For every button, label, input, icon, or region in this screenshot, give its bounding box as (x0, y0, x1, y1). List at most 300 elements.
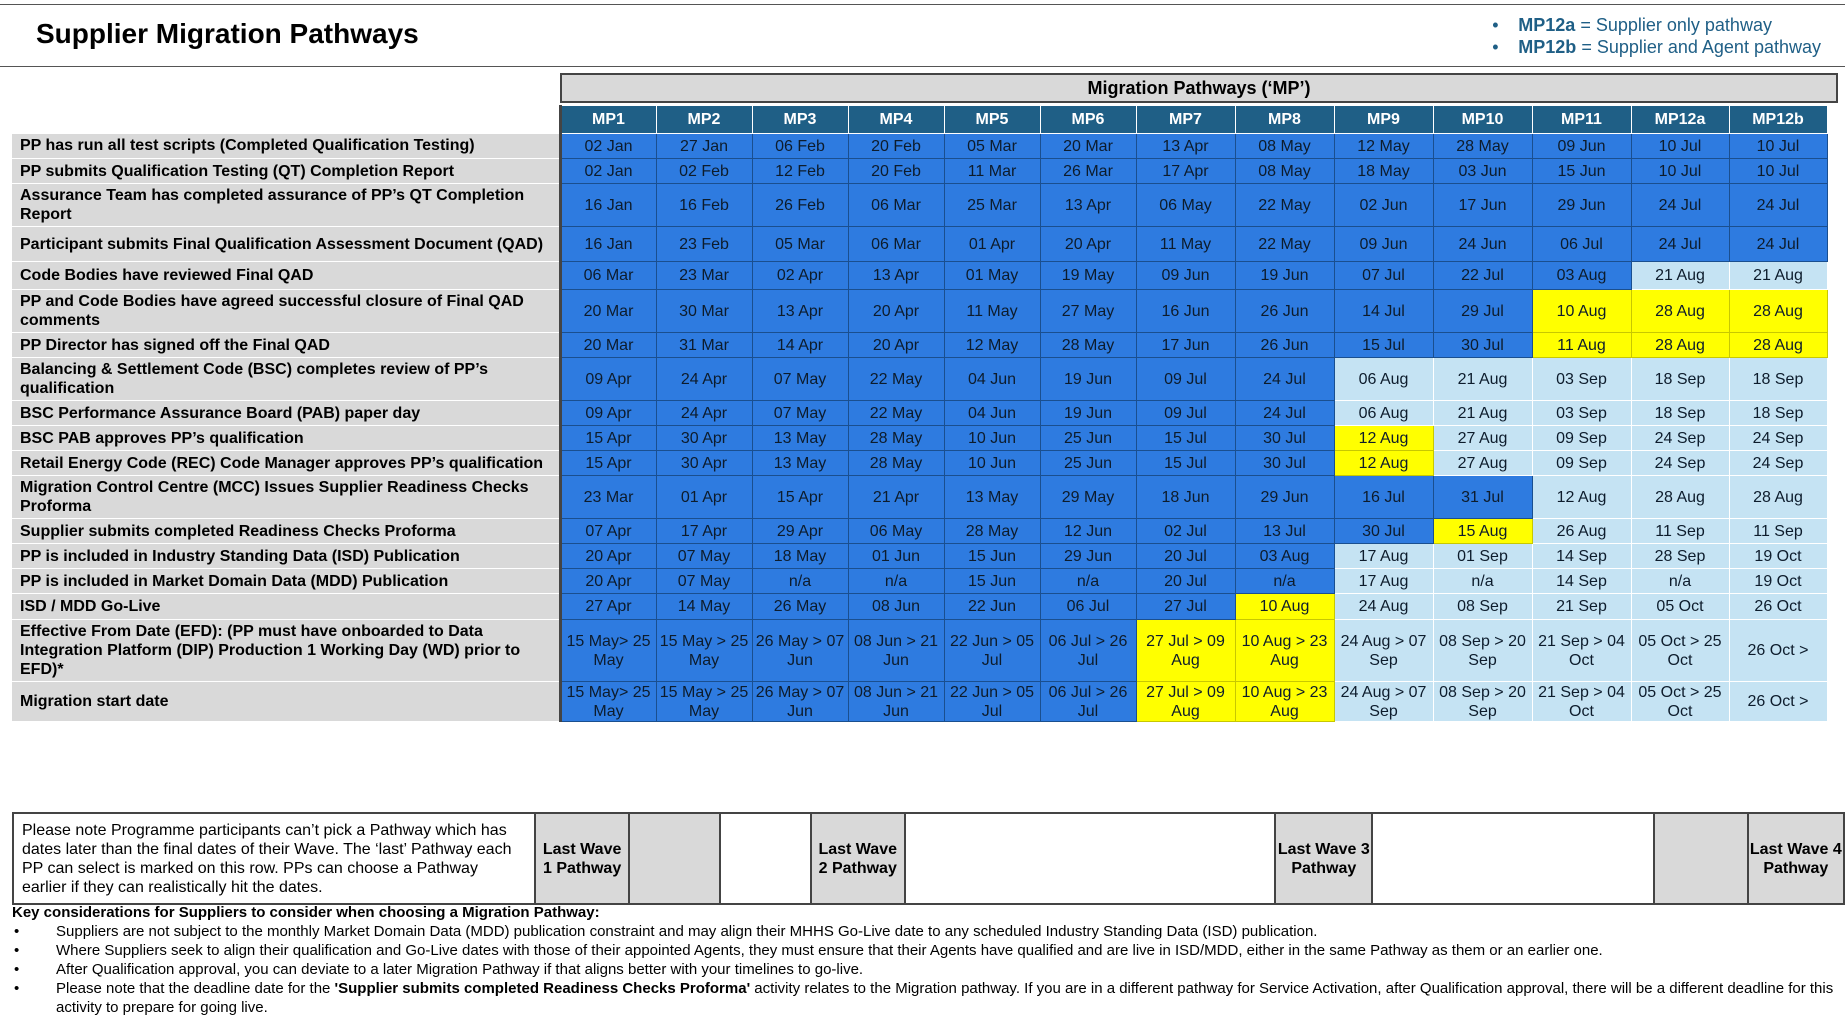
date-cell: 28 Aug (1631, 333, 1729, 358)
date-cell: 20 Apr (848, 290, 944, 333)
table-row (12, 682, 1827, 722)
date-cell: 07 May (656, 569, 752, 594)
date-cell: 21 Sep > 04 Oct (1532, 682, 1631, 722)
date-cell: 06 Feb (752, 134, 848, 159)
date-cell: 01 May (944, 262, 1040, 290)
date-cell: 18 May (1334, 159, 1433, 184)
row-label: PP is included in Industry Standing Data (ISD) Publication (12, 544, 560, 569)
row-label: PP Director has signed off the Final QAD (12, 333, 560, 358)
date-cell: 10 Jun (944, 451, 1040, 476)
date-cell: n/a (752, 569, 848, 594)
date-cell: 14 May (656, 594, 752, 620)
date-cell: 26 Jun (1235, 333, 1334, 358)
date-cell: 01 Apr (656, 476, 752, 519)
date-cell: 24 Sep (1631, 426, 1729, 451)
date-cell: 16 Feb (656, 184, 752, 227)
date-cell: 19 Jun (1235, 262, 1334, 290)
date-cell: 20 Mar (560, 333, 656, 358)
table-row (12, 426, 1827, 451)
date-cell: 03 Sep (1532, 401, 1631, 426)
date-cell: 30 Jul (1235, 426, 1334, 451)
wave-cell-empty (1654, 813, 1747, 904)
date-cell: 29 Jun (1532, 184, 1631, 227)
date-cell: 20 Jul (1136, 544, 1235, 569)
date-cell: 10 Jul (1729, 134, 1827, 159)
column-header-mp3: MP3 (752, 106, 848, 134)
date-cell: 30 Jul (1235, 451, 1334, 476)
date-cell: 15 May > 25 May (656, 682, 752, 722)
row-label: ISD / MDD Go-Live (12, 594, 560, 620)
date-cell: 28 May (848, 451, 944, 476)
date-cell: 06 Mar (848, 227, 944, 262)
date-cell: 05 Oct > 25 Oct (1631, 620, 1729, 682)
date-cell: 26 May (752, 594, 848, 620)
column-header-mp12a: MP12a (1631, 106, 1729, 134)
row-label: Retail Energy Code (REC) Code Manager approves PP’s qualification (12, 451, 560, 476)
top-rule (0, 4, 1845, 5)
column-header-mp10: MP10 (1433, 106, 1532, 134)
date-cell: 16 Jan (560, 184, 656, 227)
date-cell: 25 Jun (1040, 451, 1136, 476)
consideration-item (12, 922, 1837, 941)
date-cell: 23 Feb (656, 227, 752, 262)
date-cell: 15 Aug (1433, 519, 1532, 544)
date-cell: 09 Apr (560, 358, 656, 401)
date-cell: 30 Apr (656, 451, 752, 476)
date-cell: 22 Jun (944, 594, 1040, 620)
date-cell: 24 Aug > 07 Sep (1334, 620, 1433, 682)
date-cell: 30 Jul (1334, 519, 1433, 544)
date-cell: 14 Sep (1532, 569, 1631, 594)
consideration-item (12, 941, 1837, 960)
table-row (12, 544, 1827, 569)
row-label: Code Bodies have reviewed Final QAD (12, 262, 560, 290)
date-cell: 15 May> 25 May (560, 682, 656, 722)
date-cell: 24 Jul (1235, 358, 1334, 401)
date-cell: 29 Jul (1433, 290, 1532, 333)
date-cell: 27 Apr (560, 594, 656, 620)
date-cell: 28 May (1433, 134, 1532, 159)
date-cell: 29 Apr (752, 519, 848, 544)
date-cell: 28 Aug (1729, 333, 1827, 358)
date-cell: 06 Jul (1532, 227, 1631, 262)
table-row (12, 290, 1827, 333)
date-cell: 11 Sep (1631, 519, 1729, 544)
date-cell: 24 Aug (1334, 594, 1433, 620)
date-cell: 09 Jun (1532, 134, 1631, 159)
table-row (12, 227, 1827, 262)
date-cell: 13 May (944, 476, 1040, 519)
column-header-mp5: MP5 (944, 106, 1040, 134)
legend-code: MP12a (1518, 15, 1576, 35)
wave-note: Please note Programme participants can’t pick a Pathway which has dates later than the final dates of their Wave. The ‘last’ Pathway each PP can select is marked on this row. PPs can choose a Pathway earlier if they can realistically hit the dates. (13, 813, 535, 904)
date-cell: 08 May (1235, 134, 1334, 159)
date-cell: 10 Jul (1729, 159, 1827, 184)
date-cell: 13 Apr (752, 290, 848, 333)
row-label: Migration start date (12, 682, 560, 722)
date-cell: 20 Apr (560, 569, 656, 594)
table-row (12, 594, 1827, 620)
date-cell: 02 Feb (656, 159, 752, 184)
consideration-text: After Qualification approval, you can deviate to a later Migration Pathway if that aligns better with your timelines to go-live. (56, 961, 864, 978)
date-cell: 24 Jul (1631, 184, 1729, 227)
date-cell: 11 Sep (1729, 519, 1827, 544)
date-cell: 08 Sep (1433, 594, 1532, 620)
date-cell: 22 Jun > 05 Jul (944, 620, 1040, 682)
date-cell: 13 May (752, 426, 848, 451)
date-cell: 24 Jul (1235, 401, 1334, 426)
bullet-icon: • (14, 923, 20, 940)
date-cell: 11 May (944, 290, 1040, 333)
date-cell: 09 Apr (560, 401, 656, 426)
date-cell: 20 Mar (560, 290, 656, 333)
date-cell: 03 Aug (1235, 544, 1334, 569)
date-cell: 19 Jun (1040, 358, 1136, 401)
date-cell: 09 Jul (1136, 358, 1235, 401)
date-cell: 24 Sep (1729, 426, 1827, 451)
date-cell: 06 Jul (1040, 594, 1136, 620)
date-cell: 20 Feb (848, 159, 944, 184)
date-cell: 10 Aug (1235, 594, 1334, 620)
date-cell: 06 Mar (848, 184, 944, 227)
date-cell: 13 Jul (1235, 519, 1334, 544)
date-cell: 24 Aug > 07 Sep (1334, 682, 1433, 722)
date-cell: 18 Jun (1136, 476, 1235, 519)
date-cell: 15 Jul (1136, 451, 1235, 476)
date-cell: 12 May (944, 333, 1040, 358)
date-cell: 30 Apr (656, 426, 752, 451)
column-header-row (12, 106, 1827, 134)
date-cell: 12 Aug (1532, 476, 1631, 519)
date-cell: 22 May (848, 401, 944, 426)
date-cell: 17 Apr (1136, 159, 1235, 184)
consideration-text: activity relates to the Migration pathway. If you are in a different pathway for Service Activation, after Qualification approval, there will be a different deadline for this activity to prepare for going live. (56, 980, 1834, 1016)
date-cell: 25 Jun (1040, 426, 1136, 451)
date-cell: 20 Jul (1136, 569, 1235, 594)
title-rule (0, 66, 1845, 67)
table-row (12, 358, 1827, 401)
date-cell: 21 Sep > 04 Oct (1532, 620, 1631, 682)
date-cell: 10 Aug (1532, 290, 1631, 333)
date-cell: 13 Apr (1136, 134, 1235, 159)
date-cell: 14 Sep (1532, 544, 1631, 569)
legend-text: = Supplier and Agent pathway (1576, 37, 1821, 57)
date-cell: 20 Apr (560, 544, 656, 569)
date-cell: 17 Jun (1136, 333, 1235, 358)
date-cell: 12 Aug (1334, 451, 1433, 476)
date-cell: 02 Jun (1334, 184, 1433, 227)
column-header-mp2: MP2 (656, 106, 752, 134)
date-cell: 09 Sep (1532, 426, 1631, 451)
key-considerations (12, 903, 1837, 1017)
row-label: PP is included in Market Domain Data (MDD) Publication (12, 569, 560, 594)
page-title: Supplier Migration Pathways (36, 18, 419, 49)
table-row (12, 401, 1827, 426)
date-cell: 15 Jun (1532, 159, 1631, 184)
date-cell: 03 Aug (1532, 262, 1631, 290)
date-cell: 26 May > 07 Jun (752, 620, 848, 682)
table-row (12, 262, 1827, 290)
date-cell: 10 Jun (944, 426, 1040, 451)
date-cell: 06 Mar (560, 262, 656, 290)
last-wave-2-pathway: Last Wave 2 Pathway (811, 813, 905, 904)
date-cell: 08 Sep > 20 Sep (1433, 620, 1532, 682)
migration-pathways-header: Migration Pathways (‘MP’) (560, 73, 1838, 103)
table-row (12, 620, 1827, 682)
date-cell: 09 Sep (1532, 451, 1631, 476)
bullet-icon: • (1492, 37, 1499, 57)
date-cell: 28 Sep (1631, 544, 1729, 569)
date-cell: 24 Jul (1729, 227, 1827, 262)
date-cell: 15 May > 25 May (656, 620, 752, 682)
date-cell: 31 Mar (656, 333, 752, 358)
consideration-text: Suppliers are not subject to the monthly Market Domain Data (MDD) publication constraint and may align their MHHS Go-Live date to any scheduled Industry Standing Data (ISD) publication. (56, 923, 1318, 940)
date-cell: 09 Jun (1136, 262, 1235, 290)
pathway-legend (1492, 14, 1821, 58)
date-cell: 19 May (1040, 262, 1136, 290)
table-row (12, 333, 1827, 358)
date-cell: 20 Mar (1040, 134, 1136, 159)
date-cell: 10 Aug > 23 Aug (1235, 682, 1334, 722)
date-cell: 02 Jan (560, 134, 656, 159)
date-cell: 20 Apr (1040, 227, 1136, 262)
date-cell: 01 Jun (848, 544, 944, 569)
date-cell: 03 Jun (1433, 159, 1532, 184)
date-cell: 23 Mar (656, 262, 752, 290)
date-cell: 28 May (1040, 333, 1136, 358)
row-label: Migration Control Centre (MCC) Issues Supplier Readiness Checks Proforma (12, 476, 560, 519)
table-row (12, 451, 1827, 476)
date-cell: 06 May (848, 519, 944, 544)
date-cell: 18 Sep (1729, 401, 1827, 426)
date-cell: 24 Apr (656, 401, 752, 426)
date-cell: 11 Mar (944, 159, 1040, 184)
table-row (12, 134, 1827, 159)
row-label: Effective From Date (EFD): (PP must have onboarded to Data Integration Platform (DIP) Production 1 Working Day (WD) prior to EFD)* (12, 620, 560, 682)
row-label: PP and Code Bodies have agreed successful closure of Final QAD comments (12, 290, 560, 333)
date-cell: 15 Apr (752, 476, 848, 519)
date-cell: 11 May (1136, 227, 1235, 262)
last-wave-3-pathway: Last Wave 3 Pathway (1275, 813, 1372, 904)
date-cell: 14 Apr (752, 333, 848, 358)
date-cell: 11 Aug (1532, 333, 1631, 358)
column-header-mp4: MP4 (848, 106, 944, 134)
date-cell: 21 Aug (1729, 262, 1827, 290)
date-cell: 14 Jul (1334, 290, 1433, 333)
date-cell: 04 Jun (944, 401, 1040, 426)
row-label: PP has run all test scripts (Completed Qualification Testing) (12, 134, 560, 159)
date-cell: 22 May (1235, 227, 1334, 262)
header-spacer (12, 106, 560, 134)
date-cell: n/a (848, 569, 944, 594)
row-label: Participant submits Final Qualification Assessment Document (QAD) (12, 227, 560, 262)
date-cell: 21 Sep (1532, 594, 1631, 620)
date-cell: 08 Jun (848, 594, 944, 620)
date-cell: 02 Jan (560, 159, 656, 184)
date-cell: 26 Oct > (1729, 682, 1827, 722)
legend-text: = Supplier only pathway (1575, 15, 1772, 35)
date-cell: 18 Sep (1631, 401, 1729, 426)
row-label: Supplier submits completed Readiness Checks Proforma (12, 519, 560, 544)
date-cell: 31 Jul (1433, 476, 1532, 519)
date-cell: 24 Sep (1631, 451, 1729, 476)
date-cell: 25 Mar (944, 184, 1040, 227)
date-cell: 24 Apr (656, 358, 752, 401)
date-cell: 10 Jul (1631, 134, 1729, 159)
date-cell: 02 Apr (752, 262, 848, 290)
date-cell: 06 Aug (1334, 401, 1433, 426)
date-cell: 04 Jun (944, 358, 1040, 401)
date-cell: 22 May (1235, 184, 1334, 227)
date-cell: 15 May> 25 May (560, 620, 656, 682)
date-cell: 05 Oct (1631, 594, 1729, 620)
date-cell: 26 Aug (1532, 519, 1631, 544)
row-label: PP submits Qualification Testing (QT) Completion Report (12, 159, 560, 184)
wave-cell-empty (1372, 813, 1654, 904)
date-cell: 24 Sep (1729, 451, 1827, 476)
date-cell: n/a (1433, 569, 1532, 594)
date-cell: 12 Aug (1334, 426, 1433, 451)
date-cell: 28 Aug (1729, 476, 1827, 519)
date-cell: 08 May (1235, 159, 1334, 184)
date-cell: 08 Sep > 20 Sep (1433, 682, 1532, 722)
date-cell: 13 Apr (1040, 184, 1136, 227)
date-cell: 18 May (752, 544, 848, 569)
date-cell: 27 Aug (1433, 451, 1532, 476)
date-cell: 05 Oct > 25 Oct (1631, 682, 1729, 722)
table-row (12, 159, 1827, 184)
date-cell: 10 Jul (1631, 159, 1729, 184)
date-cell: n/a (1235, 569, 1334, 594)
column-header-mp12b: MP12b (1729, 106, 1827, 134)
consideration-text: Please note that the deadline date for the (56, 980, 335, 997)
date-cell: 13 Apr (848, 262, 944, 290)
date-cell: 16 Jun (1136, 290, 1235, 333)
date-cell: 22 May (848, 358, 944, 401)
date-cell: 24 Jun (1433, 227, 1532, 262)
date-cell: 19 Jun (1040, 401, 1136, 426)
date-cell: n/a (1040, 569, 1136, 594)
date-cell: 30 Jul (1433, 333, 1532, 358)
consideration-item (12, 960, 1837, 979)
date-cell: 27 Aug (1433, 426, 1532, 451)
date-cell: 21 Aug (1433, 401, 1532, 426)
date-cell: 15 Jun (944, 544, 1040, 569)
date-cell: 23 Mar (560, 476, 656, 519)
date-cell: 29 Jun (1235, 476, 1334, 519)
bullet-icon: • (1492, 15, 1499, 35)
date-cell: 15 Jul (1136, 426, 1235, 451)
date-cell: 08 Jun > 21 Jun (848, 682, 944, 722)
date-cell: 18 Sep (1631, 358, 1729, 401)
date-cell: 17 Aug (1334, 544, 1433, 569)
date-cell: 07 May (752, 358, 848, 401)
consideration-item (12, 979, 1837, 1017)
date-cell: 26 Oct (1729, 594, 1827, 620)
table-row (12, 519, 1827, 544)
date-cell: 06 Jul > 26 Jul (1040, 620, 1136, 682)
row-label: Assurance Team has completed assurance of PP’s QT Completion Report (12, 184, 560, 227)
date-cell: 28 Aug (1729, 290, 1827, 333)
date-cell: 22 Jul (1433, 262, 1532, 290)
date-cell: 16 Jul (1334, 476, 1433, 519)
date-cell: 06 May (1136, 184, 1235, 227)
date-cell: 21 Aug (1631, 262, 1729, 290)
row-label: BSC PAB approves PP’s qualification (12, 426, 560, 451)
date-cell: 30 Mar (656, 290, 752, 333)
date-cell: 18 Sep (1729, 358, 1827, 401)
wave-cell-empty (629, 813, 720, 904)
date-cell: 27 Jan (656, 134, 752, 159)
row-label: BSC Performance Assurance Board (PAB) paper day (12, 401, 560, 426)
date-cell: 26 Mar (1040, 159, 1136, 184)
bullet-icon: • (14, 980, 20, 997)
date-cell: 15 Jun (944, 569, 1040, 594)
date-cell: 27 Jul (1136, 594, 1235, 620)
date-cell: 28 May (848, 426, 944, 451)
date-cell: 03 Sep (1532, 358, 1631, 401)
date-cell: 26 Feb (752, 184, 848, 227)
date-cell: 07 May (752, 401, 848, 426)
date-cell: 27 May (1040, 290, 1136, 333)
date-cell: 01 Sep (1433, 544, 1532, 569)
column-header-mp6: MP6 (1040, 106, 1136, 134)
last-wave-4-pathway: Last Wave 4 Pathway (1748, 813, 1844, 904)
bullet-icon: • (14, 942, 20, 959)
legend-item-mp12a (1492, 14, 1821, 36)
date-cell: 29 Jun (1040, 544, 1136, 569)
date-cell: 15 Apr (560, 426, 656, 451)
date-cell: 17 Jun (1433, 184, 1532, 227)
wave-cell-empty (905, 813, 1275, 904)
table-row (12, 184, 1827, 227)
date-cell: 12 Feb (752, 159, 848, 184)
date-cell: 28 Aug (1631, 290, 1729, 333)
date-cell: 05 Mar (752, 227, 848, 262)
date-cell: 01 Apr (944, 227, 1040, 262)
date-cell: 09 Jun (1334, 227, 1433, 262)
date-cell: 29 May (1040, 476, 1136, 519)
date-cell: 10 Aug > 23 Aug (1235, 620, 1334, 682)
date-cell: 16 Jan (560, 227, 656, 262)
consideration-text: Where Suppliers seek to align their qualification and Go-Live dates with those of their appointed Agents, they must ensure that their Agents have qualified and are live in ISD/MDD, either in the same Pathway as them or an earlier one. (56, 942, 1603, 959)
date-cell: 08 Jun > 21 Jun (848, 620, 944, 682)
wave-cell-empty (720, 813, 811, 904)
date-cell: 26 May > 07 Jun (752, 682, 848, 722)
date-cell: 21 Apr (848, 476, 944, 519)
date-cell: 17 Aug (1334, 569, 1433, 594)
column-header-mp11: MP11 (1532, 106, 1631, 134)
last-wave-1-pathway: Last Wave 1 Pathway (535, 813, 629, 904)
date-cell: 12 Jun (1040, 519, 1136, 544)
legend-item-mp12b (1492, 36, 1821, 58)
date-cell: 06 Jul > 26 Jul (1040, 682, 1136, 722)
column-header-mp1: MP1 (560, 106, 656, 134)
bullet-icon: • (14, 961, 20, 978)
row-label: Balancing & Settlement Code (BSC) completes review of PP’s qualification (12, 358, 560, 401)
date-cell: 27 Jul > 09 Aug (1136, 620, 1235, 682)
date-cell: 24 Jul (1631, 227, 1729, 262)
date-cell: 07 Jul (1334, 262, 1433, 290)
pathway-table-body (12, 134, 1827, 722)
column-header-mp8: MP8 (1235, 106, 1334, 134)
date-cell: 19 Oct (1729, 569, 1827, 594)
date-cell: 19 Oct (1729, 544, 1827, 569)
date-cell: 15 Apr (560, 451, 656, 476)
date-cell: 26 Oct > (1729, 620, 1827, 682)
date-cell: 26 Jun (1235, 290, 1334, 333)
date-cell: 02 Jul (1136, 519, 1235, 544)
